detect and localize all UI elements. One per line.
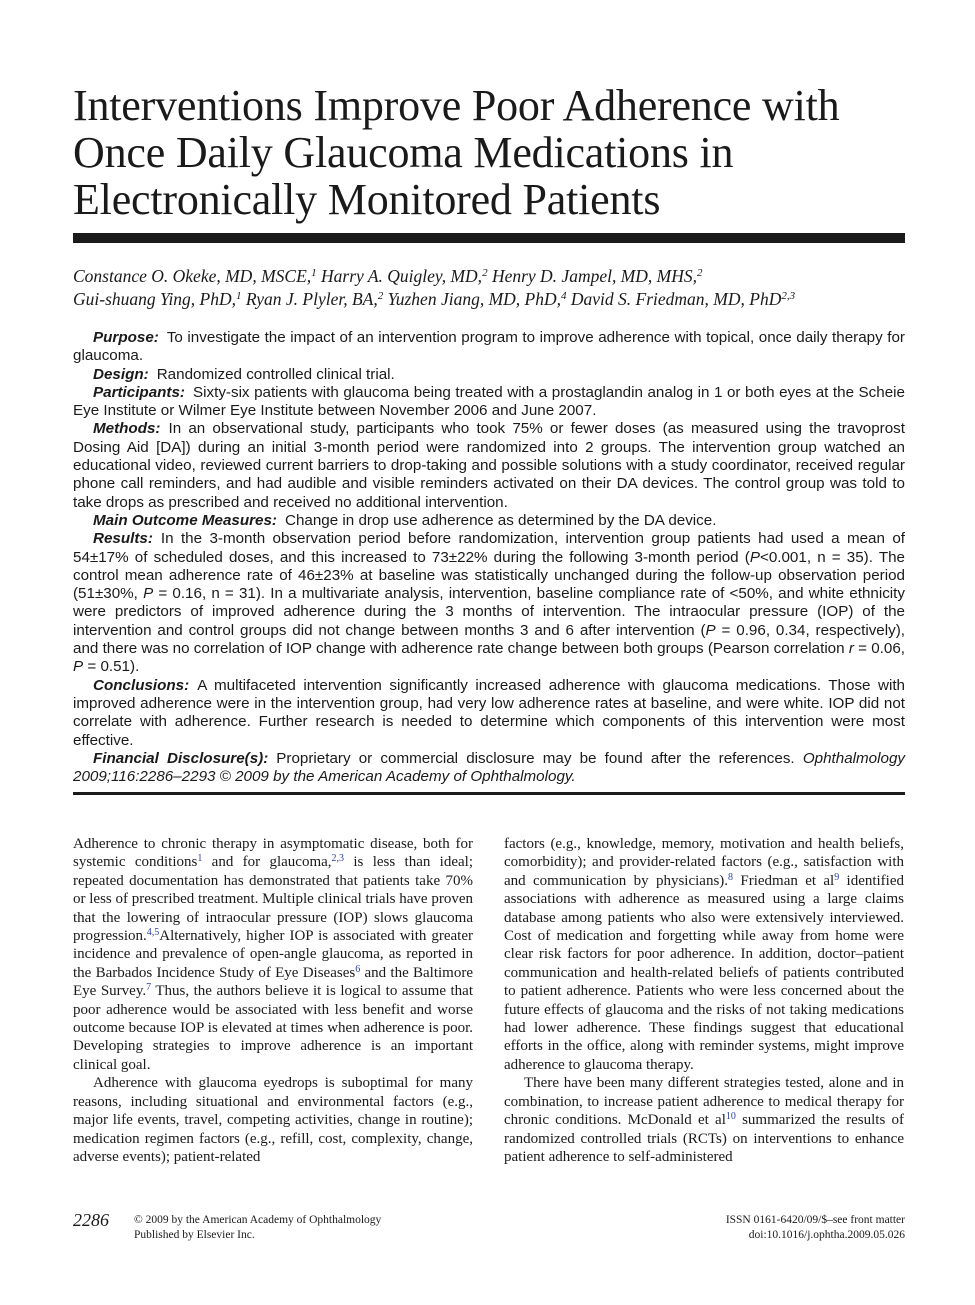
body-paragraph bbox=[504, 835, 904, 1074]
reference-link[interactable]: 6 bbox=[355, 963, 361, 975]
section-text: = 0.16, n = 31). In a multivariate analysis, intervention, baseline compliance rate of <50%, and white ethnicity were predictors of improved adherence during the 3 months of intervention. The intraocular pressure (IOP) of the intervention and control groups did not change between months 3 and 6 after intervention ( bbox=[73, 585, 905, 639]
section-label: Main Outcome Measures: bbox=[93, 511, 277, 529]
title-line-2: Once Daily Glaucoma Medications in bbox=[73, 128, 734, 177]
section-text: <0.001, n = 35). The control mean adherence rate of 46±23% at baseline was statistically unchanged during the follow-up observation period (51±30%, bbox=[73, 548, 905, 603]
abstract-purpose bbox=[73, 329, 905, 366]
abstract-results bbox=[73, 530, 905, 676]
body-column-left bbox=[73, 835, 473, 1166]
stat-symbol: P bbox=[705, 621, 716, 639]
abstract-conclusions bbox=[73, 677, 905, 750]
section-text: In an observational study, participants who took 75% or fewer doses (as measured using the travoprost Dosing Aid [DA]) during an initial 3-month period were randomized into 2 groups. The intervention group watched an educational video, reviewed current barriers to drop-taking and possible solutions with a study coordinator, received regular phone call reminders, and had audible and visible reminders activated on their DA devices. The control group was told to take drops as prescribed and received no additional intervention. bbox=[73, 420, 905, 511]
reference-link[interactable]: 4,5 bbox=[146, 927, 160, 939]
reference-link[interactable]: 8 bbox=[728, 871, 734, 883]
abstract-methods bbox=[73, 420, 905, 511]
affiliation-marker: 4 bbox=[561, 290, 567, 302]
section-text: Proprietary or commercial disclosure may be found after the references. bbox=[276, 749, 795, 767]
section-label: Design: bbox=[93, 365, 149, 383]
doi-link[interactable]: doi:10.1016/j.ophtha.2009.05.026 bbox=[748, 1229, 905, 1241]
affiliation-marker: 2 bbox=[482, 267, 488, 279]
body-text: and for glaucoma, bbox=[202, 854, 332, 871]
author-list bbox=[73, 265, 913, 311]
body-text: identified associations with adherence as measured using a large claims database among patients who also were extensively interviewed. Cost of medication and forgetting while away from home were clear risk factors for poor adherence. In addition, doctor–patient communication and health-related beliefs of patients contributed to patient adherence. Patients who were less concerned about the future effects of glaucoma and the risks of not taking medications had lower adherence. These findings suggest that educational efforts in the office, along with reminder systems, might improve adherence to glaucoma therapy. bbox=[504, 872, 905, 1073]
affiliation-marker: 1 bbox=[236, 290, 242, 302]
body-text: Thus, the authors believe it is logical to assume that poor adherence would be associated with less benefit and worse outcome because IOP is elevated at times when adherence is poor. Developing strategies to improve adherence is an important clinical goal. bbox=[73, 983, 473, 1073]
section-text: To investigate the impact of an intervention program to improve adherence with topical, once daily therapy for glaucoma. bbox=[73, 329, 905, 365]
body-text: Adherence to chronic therapy in asymptomatic disease, both for systemic conditions bbox=[73, 836, 473, 871]
author-line-1 bbox=[73, 265, 913, 288]
section-text: Sixty-six patients with glaucoma being treated with a prostaglandin analog in 1 or both eyes at the Scheie Eye Institute or Wilmer Eye Institute between November 2006 and June 2007. bbox=[73, 383, 905, 420]
title-line-3: Electronically Monitored Patients bbox=[73, 175, 661, 224]
abstract-divider bbox=[73, 792, 905, 795]
affiliation-marker: 2,3 bbox=[781, 290, 796, 302]
body-text: Alternatively, higher IOP is associated with greater incidence and prevalence of open-angle glaucoma, as reported in the Barbados Incidence Study of Eye Diseases bbox=[73, 928, 473, 981]
author-line-2 bbox=[73, 288, 913, 311]
body-text: and the Baltimore Eye Survey. bbox=[73, 964, 473, 1000]
abstract-disclosure bbox=[73, 750, 905, 787]
page-number: 2286 bbox=[73, 1210, 109, 1230]
section-label: Results: bbox=[93, 530, 153, 548]
body-text: summarized the results of randomized controlled trials (RCTs) on interventions to enhance patient adherence to self-administered bbox=[504, 1112, 905, 1165]
body-paragraph: Adherence with glaucoma eyedrops is suboptimal for many reasons, including situational and environmental factors (e.g., major life events, travel, competing activities, change in routine); medication regimen factors (e.g., refill, cost, complexity, change, adverse events); patient-related bbox=[73, 1075, 473, 1165]
section-text: = 0.06, bbox=[853, 640, 905, 658]
reference-link[interactable]: 7 bbox=[146, 982, 152, 994]
article-title bbox=[73, 82, 913, 223]
copyright-line: © 2009 by the American Academy of Ophthalmology bbox=[134, 1214, 382, 1226]
affiliation-marker: 2 bbox=[697, 267, 703, 279]
title-divider bbox=[73, 233, 905, 243]
footer-copyright bbox=[134, 1213, 381, 1243]
stat-symbol: P bbox=[143, 585, 154, 603]
stat-symbol: P bbox=[749, 548, 760, 566]
publisher-line: Published by Elsevier Inc. bbox=[134, 1229, 255, 1241]
author-name: Ryan J. Plyler, BA, bbox=[245, 289, 378, 309]
section-text: Change in drop use adherence as determined by the DA device. bbox=[285, 511, 717, 529]
issn-line: ISSN 0161-6420/09/$–see front matter bbox=[725, 1214, 905, 1226]
section-text: Randomized controlled clinical trial. bbox=[156, 365, 395, 383]
body-paragraph bbox=[73, 835, 473, 1074]
section-text: A multifaceted intervention significantly increased adherence with glaucoma medications. Those with improved adherence were in the intervention group, had very low adherence rates at baseline, and were white. IOP did not correlate with adherence. Further research is needed to determine which components of this intervention were most effective. bbox=[73, 676, 905, 749]
affiliation-marker: 2 bbox=[377, 290, 384, 302]
abstract-outcome bbox=[73, 512, 905, 530]
abstract bbox=[73, 329, 905, 786]
section-label: Financial Disclosure(s): bbox=[93, 749, 269, 767]
stat-symbol: r bbox=[848, 640, 854, 658]
author-name: Constance O. Okeke, MD, MSCE, bbox=[73, 266, 312, 286]
reference-link[interactable]: 10 bbox=[725, 1111, 736, 1123]
reference-link[interactable]: 1 bbox=[197, 853, 203, 865]
author-name: Henry D. Jampel, MD, MHS, bbox=[491, 266, 698, 286]
section-text: In the 3-month observation period before randomization, intervention group patients had used a mean of 54±17% of scheduled doses, and this increased to 73±22% during the following 3-month period ( bbox=[73, 530, 905, 566]
abstract-participants bbox=[73, 384, 905, 421]
title-line-1: Interventions Improve Poor Adherence with bbox=[73, 81, 840, 130]
affiliation-marker: 1 bbox=[311, 267, 317, 279]
section-label: Conclusions: bbox=[93, 676, 190, 694]
stat-symbol: P bbox=[73, 658, 84, 676]
author-name: Yuzhen Jiang, MD, PhD, bbox=[387, 289, 562, 309]
body-column-right bbox=[504, 835, 904, 1166]
section-text: = 0.51). bbox=[83, 658, 140, 676]
author-name: Harry A. Quigley, MD, bbox=[321, 266, 483, 286]
reference-link[interactable]: 9 bbox=[834, 871, 840, 883]
body-text: factors (e.g., knowledge, memory, motivation and health beliefs, comorbidity); and provider-related factors (e.g., satisfaction with and communication by physicians). bbox=[504, 836, 904, 889]
section-label: Participants: bbox=[93, 383, 185, 401]
reference-link[interactable]: 2,3 bbox=[331, 853, 345, 865]
author-name: David S. Friedman, MD, PhD bbox=[570, 289, 782, 309]
section-text: = 0.96, 0.34, respectively), and there was no correlation of IOP change with adherence rate change between both groups (Pearson correlation bbox=[73, 621, 905, 658]
body-text: There have been many different strategies tested, alone and in combination, to increase patient adherence to medical therapy for chronic conditions. McDonald et al bbox=[504, 1075, 904, 1129]
abstract-design bbox=[73, 366, 905, 384]
body-paragraph bbox=[504, 1074, 904, 1166]
section-label: Purpose: bbox=[93, 329, 159, 346]
body-text: Friedman et al bbox=[733, 872, 835, 889]
author-name: Gui-shuang Ying, PhD, bbox=[73, 289, 237, 309]
journal-citation: Ophthalmology 2009;116:2286–2293 © 2009 by the American Academy of Ophthalmology. bbox=[73, 749, 905, 786]
section-label: Methods: bbox=[93, 420, 161, 438]
body-text: is less than ideal; repeated documentation has demonstrated that patients take 70% or less of prescribed treatment. Multiple clinical trials have proven that the lowering of intraocular pressure (IOP) slows glaucoma progression. bbox=[73, 854, 473, 945]
footer-identifiers bbox=[726, 1213, 905, 1243]
